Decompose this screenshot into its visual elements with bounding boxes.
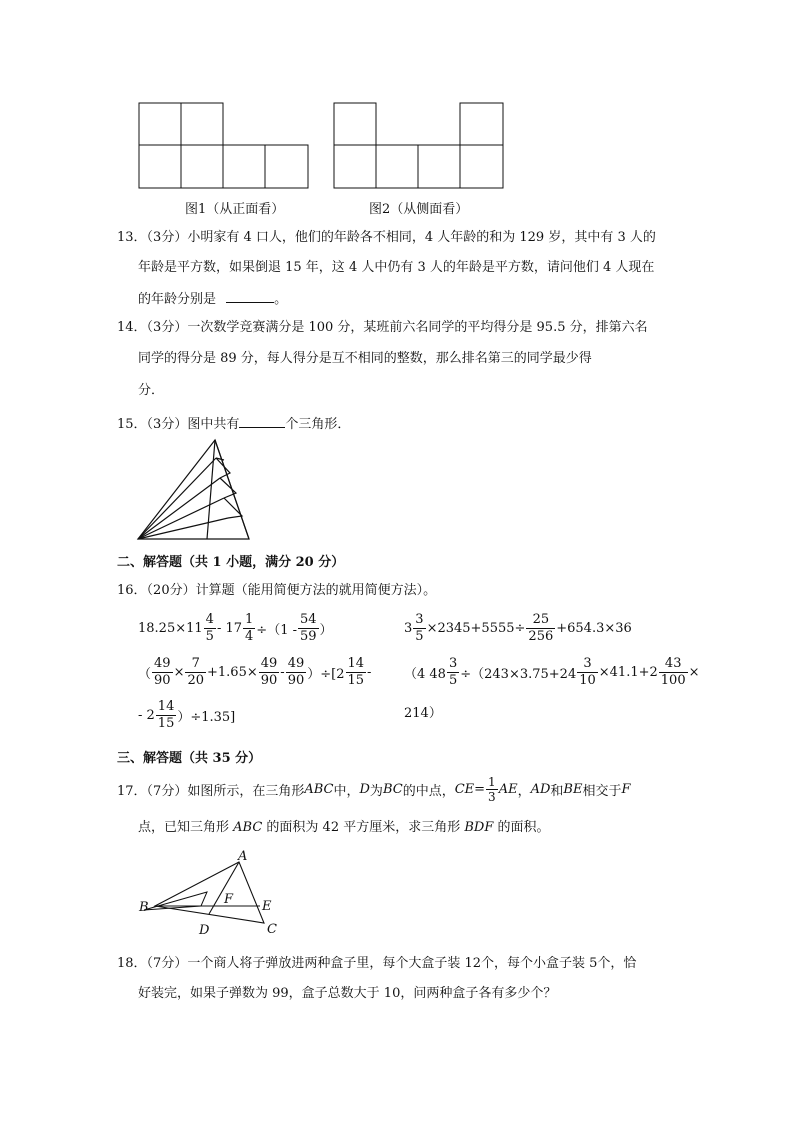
fraction — [577, 656, 598, 689]
denominator: 256 — [528, 628, 554, 644]
expr4-part-c: ×41.1+2 — [598, 664, 658, 680]
expr3-part-c: +1.65× — [207, 664, 258, 680]
denominator: 5 — [448, 672, 458, 688]
q18-line2: 好装完，如果子弹数为 99，盒子总数大于 10，问两种盒子各有多少个？ — [138, 986, 557, 1001]
numerator: 43 — [659, 656, 688, 673]
numerator: 3 — [415, 611, 424, 627]
q16-expression-4-cont: 214） — [404, 706, 442, 721]
q17-line2-c: 的面积。 — [493, 820, 550, 835]
numerator: 54 — [300, 611, 317, 627]
numerator: 3 — [577, 656, 598, 673]
triangle-abc-figure — [136, 848, 286, 940]
q17-var-bc: BC — [382, 781, 403, 797]
numerator: 49 — [154, 655, 171, 671]
denominator: 90 — [287, 672, 305, 688]
q17-var-abc: ABC — [304, 781, 334, 797]
q17-text-e: 的中点， — [402, 783, 455, 799]
q17-var-ae: AE — [498, 781, 518, 797]
q17-var-be: BE — [563, 781, 583, 797]
numerator: 4 — [205, 611, 214, 627]
expr2-part-b: ×2345+5555÷ — [426, 620, 526, 636]
label-a: A — [238, 849, 248, 864]
q17-var-d: D — [359, 781, 370, 797]
front-view-figure — [138, 102, 310, 190]
q17-line2-a: 点，已知三角形 — [138, 820, 234, 835]
fraction — [526, 612, 555, 645]
label-e: E — [262, 899, 272, 914]
expr3b-part-b: ）÷1.35] — [177, 709, 236, 725]
q14-line2: 同学的得分是 89 分，每人得分是互不相同的整数，那么排名第三的同学最少得 — [138, 351, 592, 366]
denominator: 90 — [260, 672, 278, 688]
numerator: 3 — [448, 655, 458, 671]
denominator: 20 — [187, 672, 205, 688]
section2-heading: 二、解答题（共 1 小题，满分 20 分） — [117, 555, 345, 570]
fraction — [486, 775, 498, 804]
q13-line3 — [138, 290, 287, 308]
numerator: 49 — [260, 655, 278, 671]
fraction — [447, 656, 459, 689]
fraction — [286, 656, 307, 689]
numerator: 14 — [347, 655, 365, 671]
q17-equals: = — [474, 781, 486, 797]
numerator: 25 — [526, 612, 555, 629]
numerator: 1 — [488, 774, 496, 789]
denominator: 5 — [415, 628, 424, 644]
triangles-figure — [132, 438, 272, 542]
expr4-part-a: （4 48 — [404, 666, 446, 682]
denominator: 59 — [300, 628, 317, 644]
figure2-caption: 图2（从侧面看） — [369, 202, 469, 217]
q17-text-c: 为 — [369, 783, 383, 799]
q16-expression-3-cont — [138, 697, 235, 733]
q17-line2 — [138, 820, 550, 836]
denominator: 15 — [347, 672, 365, 688]
q17-text-a: 17．（7分）如图所示，在三角形 — [117, 783, 305, 799]
denominator: 4 — [245, 628, 254, 644]
q16-intro: 16．（20分）计算题（能用简便方法的就用简便方法）。 — [117, 583, 437, 598]
expr1-part-a: 18.25×11 — [138, 620, 203, 636]
q15-text: 15．（3分）图中共有 — [117, 417, 240, 432]
q17-line1 — [117, 772, 631, 806]
expr3-part-a: （ — [138, 666, 152, 682]
q17-text-b: 中， — [333, 783, 360, 799]
q15-line1 — [117, 415, 350, 433]
denominator: 15 — [157, 715, 175, 731]
q17-var-f: F — [621, 781, 631, 797]
expr2-part-a: 3 — [404, 620, 413, 636]
denominator: 100 — [660, 672, 686, 688]
expr4-part-b: ÷（243×3.75+24 — [460, 666, 577, 682]
q13-line2: 年龄是平方数，如果倒退 15 年，这 4 人中仍有 3 人的年龄是平方数，请问他们 4 人现在 — [138, 260, 655, 275]
side-view-figure — [333, 102, 505, 190]
fraction — [298, 612, 319, 645]
fraction — [156, 699, 177, 732]
label-d: D — [199, 923, 210, 938]
fraction — [413, 612, 425, 645]
fraction — [259, 656, 280, 689]
q17-var-ce: CE — [454, 781, 475, 797]
fraction — [204, 612, 216, 645]
numerator: 7 — [185, 656, 206, 673]
q16-expression-1 — [138, 610, 333, 646]
expr1-part-b: - 17 — [216, 620, 243, 636]
denominator: 90 — [154, 672, 171, 688]
expr3-part-d: - — [280, 664, 285, 680]
expr3-part-f: - — [367, 664, 372, 680]
q17-text-g: 和 — [550, 783, 564, 799]
fraction — [659, 656, 688, 689]
label-f: F — [224, 892, 234, 907]
q13-answer-blank[interactable] — [226, 290, 274, 303]
expr1-part-c: ÷（1 - — [256, 622, 297, 638]
q18-line1: 18．（7分）一个商人将子弹放进两种盒子里，每个大盒子装 12个，每个小盒子装 5个，恰 — [117, 956, 637, 971]
fraction — [185, 656, 206, 689]
q17-var-bdf: BDF — [464, 820, 494, 835]
q15-text-end: 个三角形． — [285, 417, 351, 432]
numerator: 49 — [287, 655, 305, 671]
expr3b-part-a: - 2 — [138, 707, 155, 723]
q15-answer-blank[interactable] — [239, 415, 285, 428]
q14-line3: 分． — [138, 383, 165, 398]
q13-line3-text: 的年龄分别是 — [138, 292, 217, 307]
fraction — [152, 656, 173, 689]
q13-line1: 13．（3分）小明家有 4 口人，他们的年龄各不相同，4 人年龄的和为 129 岁，其中有 3 人的 — [117, 230, 656, 245]
q16-expression-3 — [138, 654, 371, 690]
q17-var-ad: AD — [530, 781, 551, 797]
q16-expression-4 — [404, 654, 700, 690]
q14-line1: 14．（3分）一次数学竞赛满分是 100 分，某班前六名同学的平均得分是 95.5 分，排第六名 — [117, 320, 648, 335]
expr3-part-e: ）÷[2 — [307, 666, 345, 682]
denominator: 3 — [488, 789, 496, 804]
denominator: 5 — [205, 628, 214, 644]
q17-text-h: 相交于 — [582, 783, 622, 799]
q17-line2-b: 的面积为 42 平方厘米，求三角形 — [262, 820, 465, 835]
label-c: C — [267, 922, 277, 937]
q17-text-f: ， — [517, 783, 531, 799]
figure1-caption: 图1（从正面看） — [185, 202, 285, 217]
numerator: 1 — [245, 611, 254, 627]
q13-line3-end: 。 — [274, 292, 288, 307]
expr4-part-d: × — [688, 664, 700, 680]
expr1-part-d: ） — [319, 622, 333, 638]
fraction — [346, 656, 367, 689]
q17-var-abc2: ABC — [233, 820, 263, 835]
q16-expression-2 — [404, 610, 632, 646]
expr2-part-c: +654.3×36 — [556, 620, 632, 636]
section3-heading: 三、解答题（共 35 分） — [117, 751, 262, 766]
expr3-part-b: × — [173, 664, 185, 680]
denominator: 10 — [579, 672, 596, 688]
fraction — [243, 612, 255, 645]
label-b: B — [139, 900, 149, 915]
numerator: 14 — [157, 698, 175, 714]
